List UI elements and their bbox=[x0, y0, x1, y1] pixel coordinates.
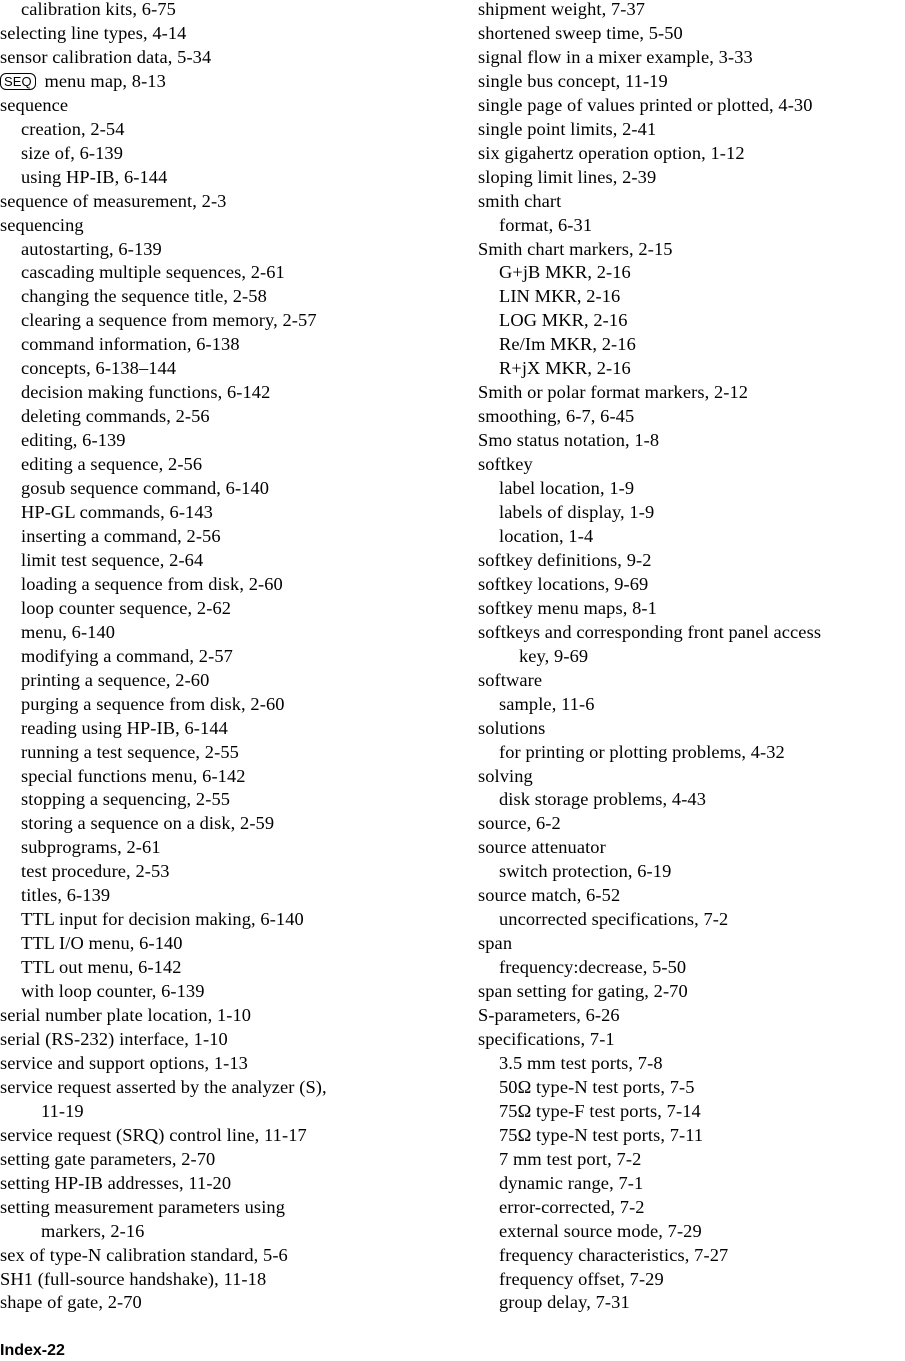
index-entry-text: sequencing bbox=[0, 214, 84, 235]
index-subentry bbox=[0, 765, 470, 789]
index-entry-text: switch protection, 6-19 bbox=[499, 861, 672, 882]
index-subentry bbox=[0, 142, 470, 166]
index-entry bbox=[478, 597, 905, 621]
index-subentry bbox=[0, 261, 470, 285]
index-entry-text: softkey menu maps, 8-1 bbox=[478, 597, 657, 618]
index-entry-text: key, 9-69 bbox=[519, 645, 589, 666]
index-entry-text: service request (SRQ) control line, 11-17 bbox=[0, 1124, 307, 1145]
index-entry-text: six gigahertz operation option, 1-12 bbox=[478, 142, 745, 163]
index-entry-text: inserting a command, 2-56 bbox=[21, 525, 221, 546]
index-entry-text: printing a sequence, 2-60 bbox=[21, 669, 210, 690]
index-entry-text: titles, 6-139 bbox=[21, 885, 111, 906]
index-entry bbox=[0, 70, 470, 94]
index-subentry bbox=[0, 357, 470, 381]
index-entry-text: size of, 6-139 bbox=[21, 142, 124, 163]
index-subentry bbox=[0, 980, 470, 1004]
index-entry-text: for printing or plotting problems, 4-32 bbox=[499, 741, 785, 762]
index-entry-text: HP-GL commands, 6-143 bbox=[21, 502, 213, 523]
index-entry-text: sequence of measurement, 2-3 bbox=[0, 190, 227, 211]
index-entry-text: loop counter sequence, 2-62 bbox=[21, 597, 232, 618]
index-entry bbox=[0, 214, 470, 238]
index-subentry bbox=[478, 860, 905, 884]
index-entry-text: shape of gate, 2-70 bbox=[0, 1292, 142, 1313]
index-entry bbox=[0, 1196, 470, 1220]
index-entry bbox=[478, 932, 905, 956]
index-entry bbox=[478, 453, 905, 477]
index-entry-text: specifications, 7-1 bbox=[478, 1028, 615, 1049]
index-subentry bbox=[0, 645, 470, 669]
index-entry bbox=[478, 238, 905, 262]
index-subentry bbox=[478, 1052, 905, 1076]
index-entry-text: external source mode, 7-29 bbox=[499, 1220, 702, 1241]
index-subentry bbox=[0, 597, 470, 621]
index-entry-text: frequency characteristics, 7-27 bbox=[499, 1244, 729, 1265]
index-entry-text: R+jX MKR, 2-16 bbox=[499, 358, 631, 379]
index-entry bbox=[478, 669, 905, 693]
index-entry-text: signal flow in a mixer example, 3-33 bbox=[478, 46, 753, 67]
index-subentry bbox=[0, 908, 470, 932]
index-subentry bbox=[0, 836, 470, 860]
index-entry bbox=[0, 94, 470, 118]
index-entry bbox=[0, 46, 470, 70]
index-entry-text: subprograms, 2-61 bbox=[21, 837, 161, 858]
index-entry-text: sample, 11-6 bbox=[499, 693, 595, 714]
index-entry-text: source match, 6-52 bbox=[478, 885, 621, 906]
index-entry-text: solving bbox=[478, 765, 533, 786]
index-entry-text: sensor calibration data, 5-34 bbox=[0, 46, 212, 67]
index-entry-text: setting HP-IB addresses, 11-20 bbox=[0, 1172, 232, 1193]
index-subentry bbox=[0, 405, 470, 429]
index-subentry bbox=[0, 477, 470, 501]
index-entry bbox=[0, 190, 470, 214]
index-subentry bbox=[478, 1124, 905, 1148]
page-number-footer: Index-22 bbox=[0, 1342, 65, 1359]
index-entry-text: group delay, 7-31 bbox=[499, 1292, 630, 1313]
index-entry bbox=[0, 1172, 470, 1196]
index-subentry bbox=[0, 812, 470, 836]
index-entry-text: selecting line types, 4-14 bbox=[0, 22, 187, 43]
index-entry bbox=[0, 1244, 470, 1268]
index-entry-text: softkey definitions, 9-2 bbox=[478, 549, 652, 570]
index-entry-text: creation, 2-54 bbox=[21, 118, 125, 139]
index-entry-text: editing a sequence, 2-56 bbox=[21, 454, 203, 475]
index-entry-text: test procedure, 2-53 bbox=[21, 861, 170, 882]
index-entry-text: softkey bbox=[478, 454, 533, 475]
index-entry-text: Smo status notation, 1-8 bbox=[478, 430, 660, 451]
index-subentry bbox=[0, 884, 470, 908]
index-entry-text: sequence bbox=[0, 94, 69, 115]
index-entry-text: labels of display, 1-9 bbox=[499, 502, 655, 523]
index-entry-text: disk storage problems, 4-43 bbox=[499, 789, 707, 810]
index-subentry bbox=[0, 118, 470, 142]
index-subentry bbox=[478, 309, 905, 333]
index-entry-text: span bbox=[478, 933, 513, 954]
index-entry bbox=[478, 142, 905, 166]
index-entry bbox=[478, 1028, 905, 1052]
index-entry-text: 7 mm test port, 7-2 bbox=[499, 1148, 642, 1169]
index-entry-text: stopping a sequencing, 2-55 bbox=[21, 789, 231, 810]
index-entry bbox=[478, 884, 905, 908]
index-entry-text: shortened sweep time, 5-50 bbox=[478, 22, 683, 43]
index-subentry bbox=[478, 285, 905, 309]
index-entry bbox=[478, 166, 905, 190]
index-entry-text: 75Ω type-F test ports, 7-14 bbox=[499, 1100, 701, 1121]
index-subentry bbox=[0, 525, 470, 549]
index-entry bbox=[478, 429, 905, 453]
index-subentry bbox=[478, 357, 905, 381]
index-entry-text: SH1 (full-source handshake), 11-18 bbox=[0, 1268, 267, 1289]
index-entry-text: special functions menu, 6-142 bbox=[21, 765, 246, 786]
index-subentry bbox=[478, 1076, 905, 1100]
index-entry-text: error-corrected, 7-2 bbox=[499, 1196, 645, 1217]
index-entry bbox=[0, 1148, 470, 1172]
index-entry bbox=[478, 765, 905, 789]
index-entry-text: 50Ω type-N test ports, 7-5 bbox=[499, 1076, 695, 1097]
index-entry-text: softkeys and corresponding front panel access bbox=[478, 621, 822, 642]
index-subentry bbox=[0, 956, 470, 980]
index-entry-text: autostarting, 6-139 bbox=[21, 238, 162, 259]
seq-key-icon: SEQ bbox=[0, 73, 36, 90]
index-entry-text: G+jB MKR, 2-16 bbox=[499, 262, 631, 283]
index-subentry bbox=[478, 477, 905, 501]
index-entry-text: location, 1-4 bbox=[499, 525, 594, 546]
index-subentry bbox=[0, 741, 470, 765]
index-entry-text: gosub sequence command, 6-140 bbox=[21, 478, 270, 499]
index-entry-text: dynamic range, 7-1 bbox=[499, 1172, 644, 1193]
index-entry-text: source, 6-2 bbox=[478, 813, 561, 834]
index-subentry bbox=[0, 573, 470, 597]
index-entry-text: solutions bbox=[478, 717, 546, 738]
index-entry-text: clearing a sequence from memory, 2-57 bbox=[21, 310, 317, 331]
index-subentry bbox=[0, 621, 470, 645]
index-entry-text: modifying a command, 2-57 bbox=[21, 645, 233, 666]
index-entry-text: deleting commands, 2-56 bbox=[21, 406, 210, 427]
index-entry-text: cascading multiple sequences, 2-61 bbox=[21, 262, 285, 283]
index-subentry bbox=[0, 333, 470, 357]
index-entry bbox=[478, 573, 905, 597]
index-entry-text: LIN MKR, 2-16 bbox=[499, 286, 621, 307]
index-entry-continuation bbox=[0, 1100, 470, 1124]
index-entry-text: uncorrected specifications, 7-2 bbox=[499, 909, 729, 930]
index-entry-text: frequency offset, 7-29 bbox=[499, 1268, 664, 1289]
index-subentry bbox=[478, 525, 905, 549]
index-entry-text: service request asserted by the analyzer (S), bbox=[0, 1076, 327, 1097]
index-entry-text: purging a sequence from disk, 2-60 bbox=[21, 693, 285, 714]
index-entry bbox=[478, 381, 905, 405]
index-entry-text: single bus concept, 11-19 bbox=[478, 70, 668, 91]
index-entry bbox=[478, 405, 905, 429]
index-subentry bbox=[0, 932, 470, 956]
index-subentry bbox=[0, 549, 470, 573]
index-entry bbox=[478, 118, 905, 142]
index-entry-text: limit test sequence, 2-64 bbox=[21, 549, 204, 570]
index-entry-text: TTL I/O menu, 6-140 bbox=[21, 933, 183, 954]
index-subentry bbox=[0, 381, 470, 405]
index-entry bbox=[0, 1028, 470, 1052]
index-entry bbox=[0, 1124, 470, 1148]
index-subentry bbox=[478, 693, 905, 717]
index-entry-text: serial (RS-232) interface, 1-10 bbox=[0, 1028, 228, 1049]
index-entry-text: using HP-IB, 6-144 bbox=[21, 166, 168, 187]
index-entry-text: smith chart bbox=[478, 190, 562, 211]
index-entry-text: concepts, 6-138–144 bbox=[21, 358, 177, 379]
index-subentry bbox=[0, 860, 470, 884]
index-subentry bbox=[478, 788, 905, 812]
index-entry bbox=[478, 836, 905, 860]
index-subentry bbox=[478, 1291, 905, 1315]
index-entry-text: single point limits, 2-41 bbox=[478, 118, 657, 139]
index-entry bbox=[478, 980, 905, 1004]
index-subentry bbox=[478, 1196, 905, 1220]
index-subentry bbox=[0, 285, 470, 309]
index-entry-text: running a test sequence, 2-55 bbox=[21, 741, 239, 762]
index-entry-text: TTL out menu, 6-142 bbox=[21, 957, 182, 978]
index-subentry bbox=[0, 669, 470, 693]
index-subentry bbox=[0, 501, 470, 525]
index-entry-text: serial number plate location, 1-10 bbox=[0, 1005, 252, 1026]
index-subentry bbox=[478, 1220, 905, 1244]
index-entry-text: Smith chart markers, 2-15 bbox=[478, 238, 673, 259]
index-subentry bbox=[0, 453, 470, 477]
index-entry bbox=[0, 1004, 470, 1028]
index-entry-text: single page of values printed or plotted, 4-30 bbox=[478, 94, 813, 115]
index-entry-text: decision making functions, 6-142 bbox=[21, 382, 271, 403]
index-subentry bbox=[478, 214, 905, 238]
index-entry-text: span setting for gating, 2-70 bbox=[478, 981, 688, 1002]
index-entry-continuation bbox=[0, 1220, 470, 1244]
index-entry-text: format, 6-31 bbox=[499, 214, 593, 235]
index-entry bbox=[0, 22, 470, 46]
index-subentry bbox=[478, 501, 905, 525]
index-entry-text: Re/Im MKR, 2-16 bbox=[499, 334, 636, 355]
index-subentry bbox=[0, 309, 470, 333]
index-entry bbox=[478, 0, 905, 22]
index-subentry bbox=[478, 1244, 905, 1268]
index-subentry bbox=[0, 788, 470, 812]
index-entry-text: markers, 2-16 bbox=[41, 1220, 145, 1241]
index-entry bbox=[478, 549, 905, 573]
index-subentry bbox=[478, 1172, 905, 1196]
index-entry bbox=[478, 1004, 905, 1028]
index-entry-text: S-parameters, 6-26 bbox=[478, 1005, 620, 1026]
index-subentry bbox=[0, 238, 470, 262]
index-entry-text: reading using HP-IB, 6-144 bbox=[21, 717, 228, 738]
index-entry-text: sex of type-N calibration standard, 5-6 bbox=[0, 1244, 288, 1265]
index-entry-text: 11-19 bbox=[41, 1100, 84, 1121]
index-entry-text: label location, 1-9 bbox=[499, 478, 635, 499]
index-entry bbox=[0, 1268, 470, 1292]
index-subentry bbox=[478, 1148, 905, 1172]
index-entry-text: 3.5 mm test ports, 7-8 bbox=[499, 1052, 663, 1073]
index-entry-text: TTL input for decision making, 6-140 bbox=[21, 909, 304, 930]
index-entry bbox=[478, 621, 905, 645]
index-entry-text: smoothing, 6-7, 6-45 bbox=[478, 406, 635, 427]
index-subentry bbox=[0, 693, 470, 717]
index-subentry bbox=[478, 1100, 905, 1124]
index-subentry bbox=[478, 956, 905, 980]
index-entry bbox=[478, 812, 905, 836]
index-subentry bbox=[478, 333, 905, 357]
index-entry-text: menu, 6-140 bbox=[21, 621, 116, 642]
index-entry-text: changing the sequence title, 2-58 bbox=[21, 286, 267, 307]
index-subentry bbox=[0, 166, 470, 190]
index-entry-text: LOG MKR, 2-16 bbox=[499, 310, 628, 331]
index-subentry bbox=[0, 0, 470, 22]
index-entry bbox=[478, 22, 905, 46]
index-subentry bbox=[478, 261, 905, 285]
index-subentry bbox=[478, 1268, 905, 1292]
index-entry-text: service and support options, 1-13 bbox=[0, 1052, 248, 1073]
index-subentry bbox=[0, 717, 470, 741]
index-entry bbox=[0, 1076, 470, 1100]
index-entry-text: sloping limit lines, 2-39 bbox=[478, 166, 657, 187]
index-subentry bbox=[478, 908, 905, 932]
index-entry bbox=[478, 70, 905, 94]
index-entry-text: menu map, 8-13 bbox=[39, 70, 166, 91]
index-entry-text: storing a sequence on a disk, 2-59 bbox=[21, 813, 275, 834]
index-entry bbox=[478, 46, 905, 70]
index-entry-text: with loop counter, 6-139 bbox=[21, 981, 205, 1002]
index-entry-text: calibration kits, 6-75 bbox=[21, 0, 176, 19]
index-subentry bbox=[478, 741, 905, 765]
index-entry-text: 75Ω type-N test ports, 7-11 bbox=[499, 1124, 704, 1145]
index-entry-continuation bbox=[478, 645, 905, 669]
index-entry-text: Smith or polar format markers, 2-12 bbox=[478, 382, 749, 403]
index-entry bbox=[0, 1291, 470, 1315]
index-entry bbox=[0, 1052, 470, 1076]
index-entry bbox=[478, 190, 905, 214]
index-entry-text: source attenuator bbox=[478, 837, 606, 858]
index-entry-text: shipment weight, 7-37 bbox=[478, 0, 646, 19]
index-entry-text: setting gate parameters, 2-70 bbox=[0, 1148, 216, 1169]
index-entry-text: softkey locations, 9-69 bbox=[478, 573, 649, 594]
index-entry bbox=[478, 717, 905, 741]
index-entry-text: editing, 6-139 bbox=[21, 430, 126, 451]
index-entry-text: setting measurement parameters using bbox=[0, 1196, 285, 1217]
index-entry-text: command information, 6-138 bbox=[21, 334, 240, 355]
index-column-right bbox=[478, 0, 905, 1315]
index-subentry bbox=[0, 429, 470, 453]
index-entry-text: software bbox=[478, 669, 543, 690]
index-entry-text: frequency:decrease, 5-50 bbox=[499, 957, 687, 978]
index-entry-text: loading a sequence from disk, 2-60 bbox=[21, 573, 283, 594]
index-entry bbox=[478, 94, 905, 118]
